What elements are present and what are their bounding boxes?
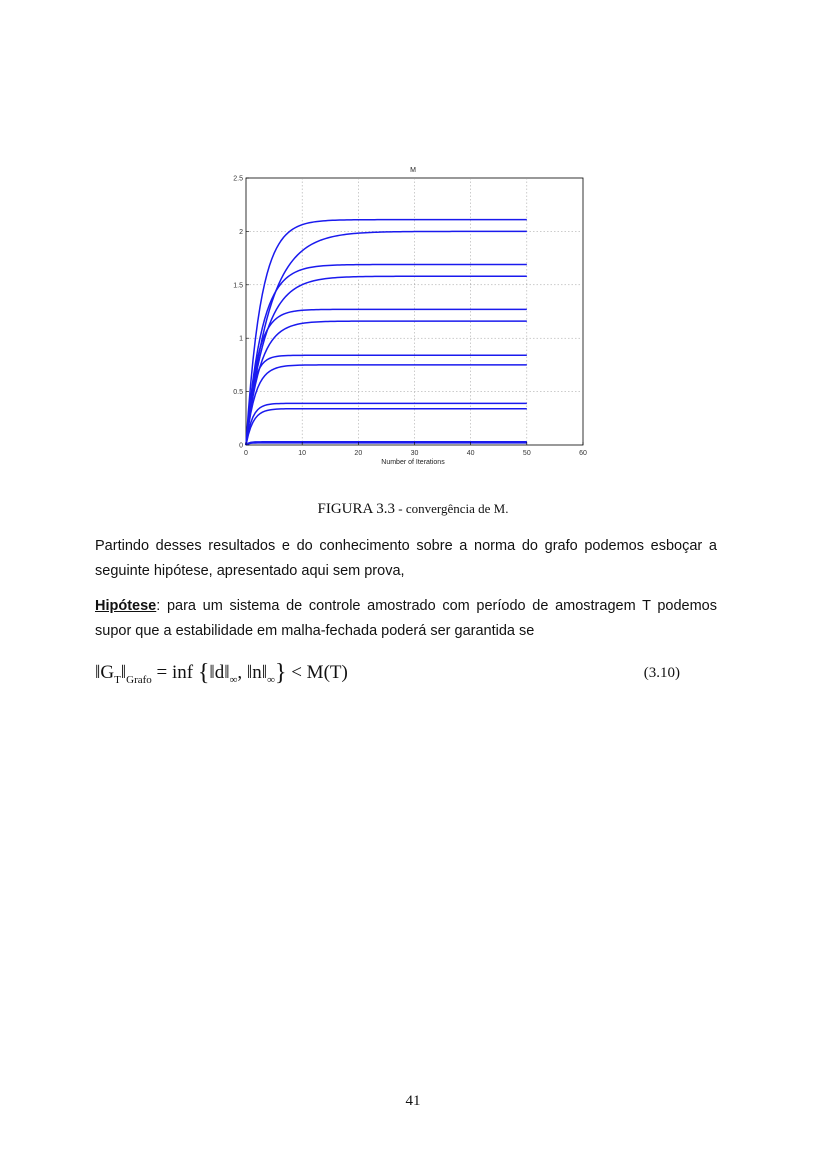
y-tick-label: 2.5 bbox=[233, 175, 243, 183]
chart-title: M bbox=[410, 167, 416, 174]
eq-brace-open: { bbox=[197, 660, 210, 686]
eq-rhs: < M(T) bbox=[286, 662, 348, 683]
eq-brace-close: } bbox=[274, 660, 287, 686]
paragraph-hypothesis bbox=[95, 594, 717, 644]
x-axis-label: Number of Iterations bbox=[381, 459, 445, 466]
eq-lhs-close: ‖ bbox=[120, 662, 127, 683]
eq-lhs-open: ‖G bbox=[95, 662, 115, 683]
equation-body bbox=[95, 660, 348, 687]
y-tick-label: 0.5 bbox=[233, 389, 243, 397]
equation-number: (3.10) bbox=[643, 665, 680, 681]
eq-sub-inf-1: ∞ bbox=[229, 673, 238, 686]
x-tick-label: 30 bbox=[410, 450, 419, 457]
eq-sub-t: T bbox=[114, 673, 121, 686]
eq-sub-inf-2: ∞ bbox=[267, 673, 275, 686]
x-tick-label: 60 bbox=[579, 450, 587, 457]
eq-d-norm: ‖d‖ bbox=[209, 662, 230, 683]
convergence-chart bbox=[200, 160, 600, 470]
page-number: 41 bbox=[405, 1093, 421, 1109]
caption-label: FIGURA 3.3 bbox=[317, 501, 396, 517]
eq-sub-grafo: Grafo bbox=[126, 673, 152, 686]
eq-comma: , bbox=[237, 662, 247, 683]
caption-text: - convergência de M. bbox=[395, 501, 509, 516]
x-tick-label: 40 bbox=[466, 450, 475, 457]
y-tick-label: 0 bbox=[239, 442, 243, 450]
x-tick-label: 10 bbox=[298, 450, 307, 457]
y-tick-label: 1 bbox=[239, 335, 243, 343]
figure-caption bbox=[0, 501, 826, 518]
y-tick-label: 2 bbox=[239, 228, 243, 236]
x-tick-label: 0 bbox=[244, 450, 248, 457]
x-tick-label: 50 bbox=[522, 450, 531, 457]
eq-n-norm: ‖n‖ bbox=[246, 662, 268, 683]
y-tick-label: 1.5 bbox=[233, 282, 243, 290]
eq-inf: = inf bbox=[151, 662, 198, 683]
equation-3-10 bbox=[95, 656, 680, 696]
paragraph-intro: Partindo desses resultados e do conhecimento sobre a norma do grafo podemos esboçar a seguinte hipótese, apresentado aqui sem prova, bbox=[95, 538, 717, 579]
hypothesis-text: : para um sistema de controle amostrado com período de amostragem T podemos supor que a estabilidade em malha-fechada poderá ser garantida se bbox=[95, 598, 717, 639]
x-tick-label: 20 bbox=[354, 450, 363, 457]
hypothesis-label: Hipótese bbox=[95, 598, 157, 614]
